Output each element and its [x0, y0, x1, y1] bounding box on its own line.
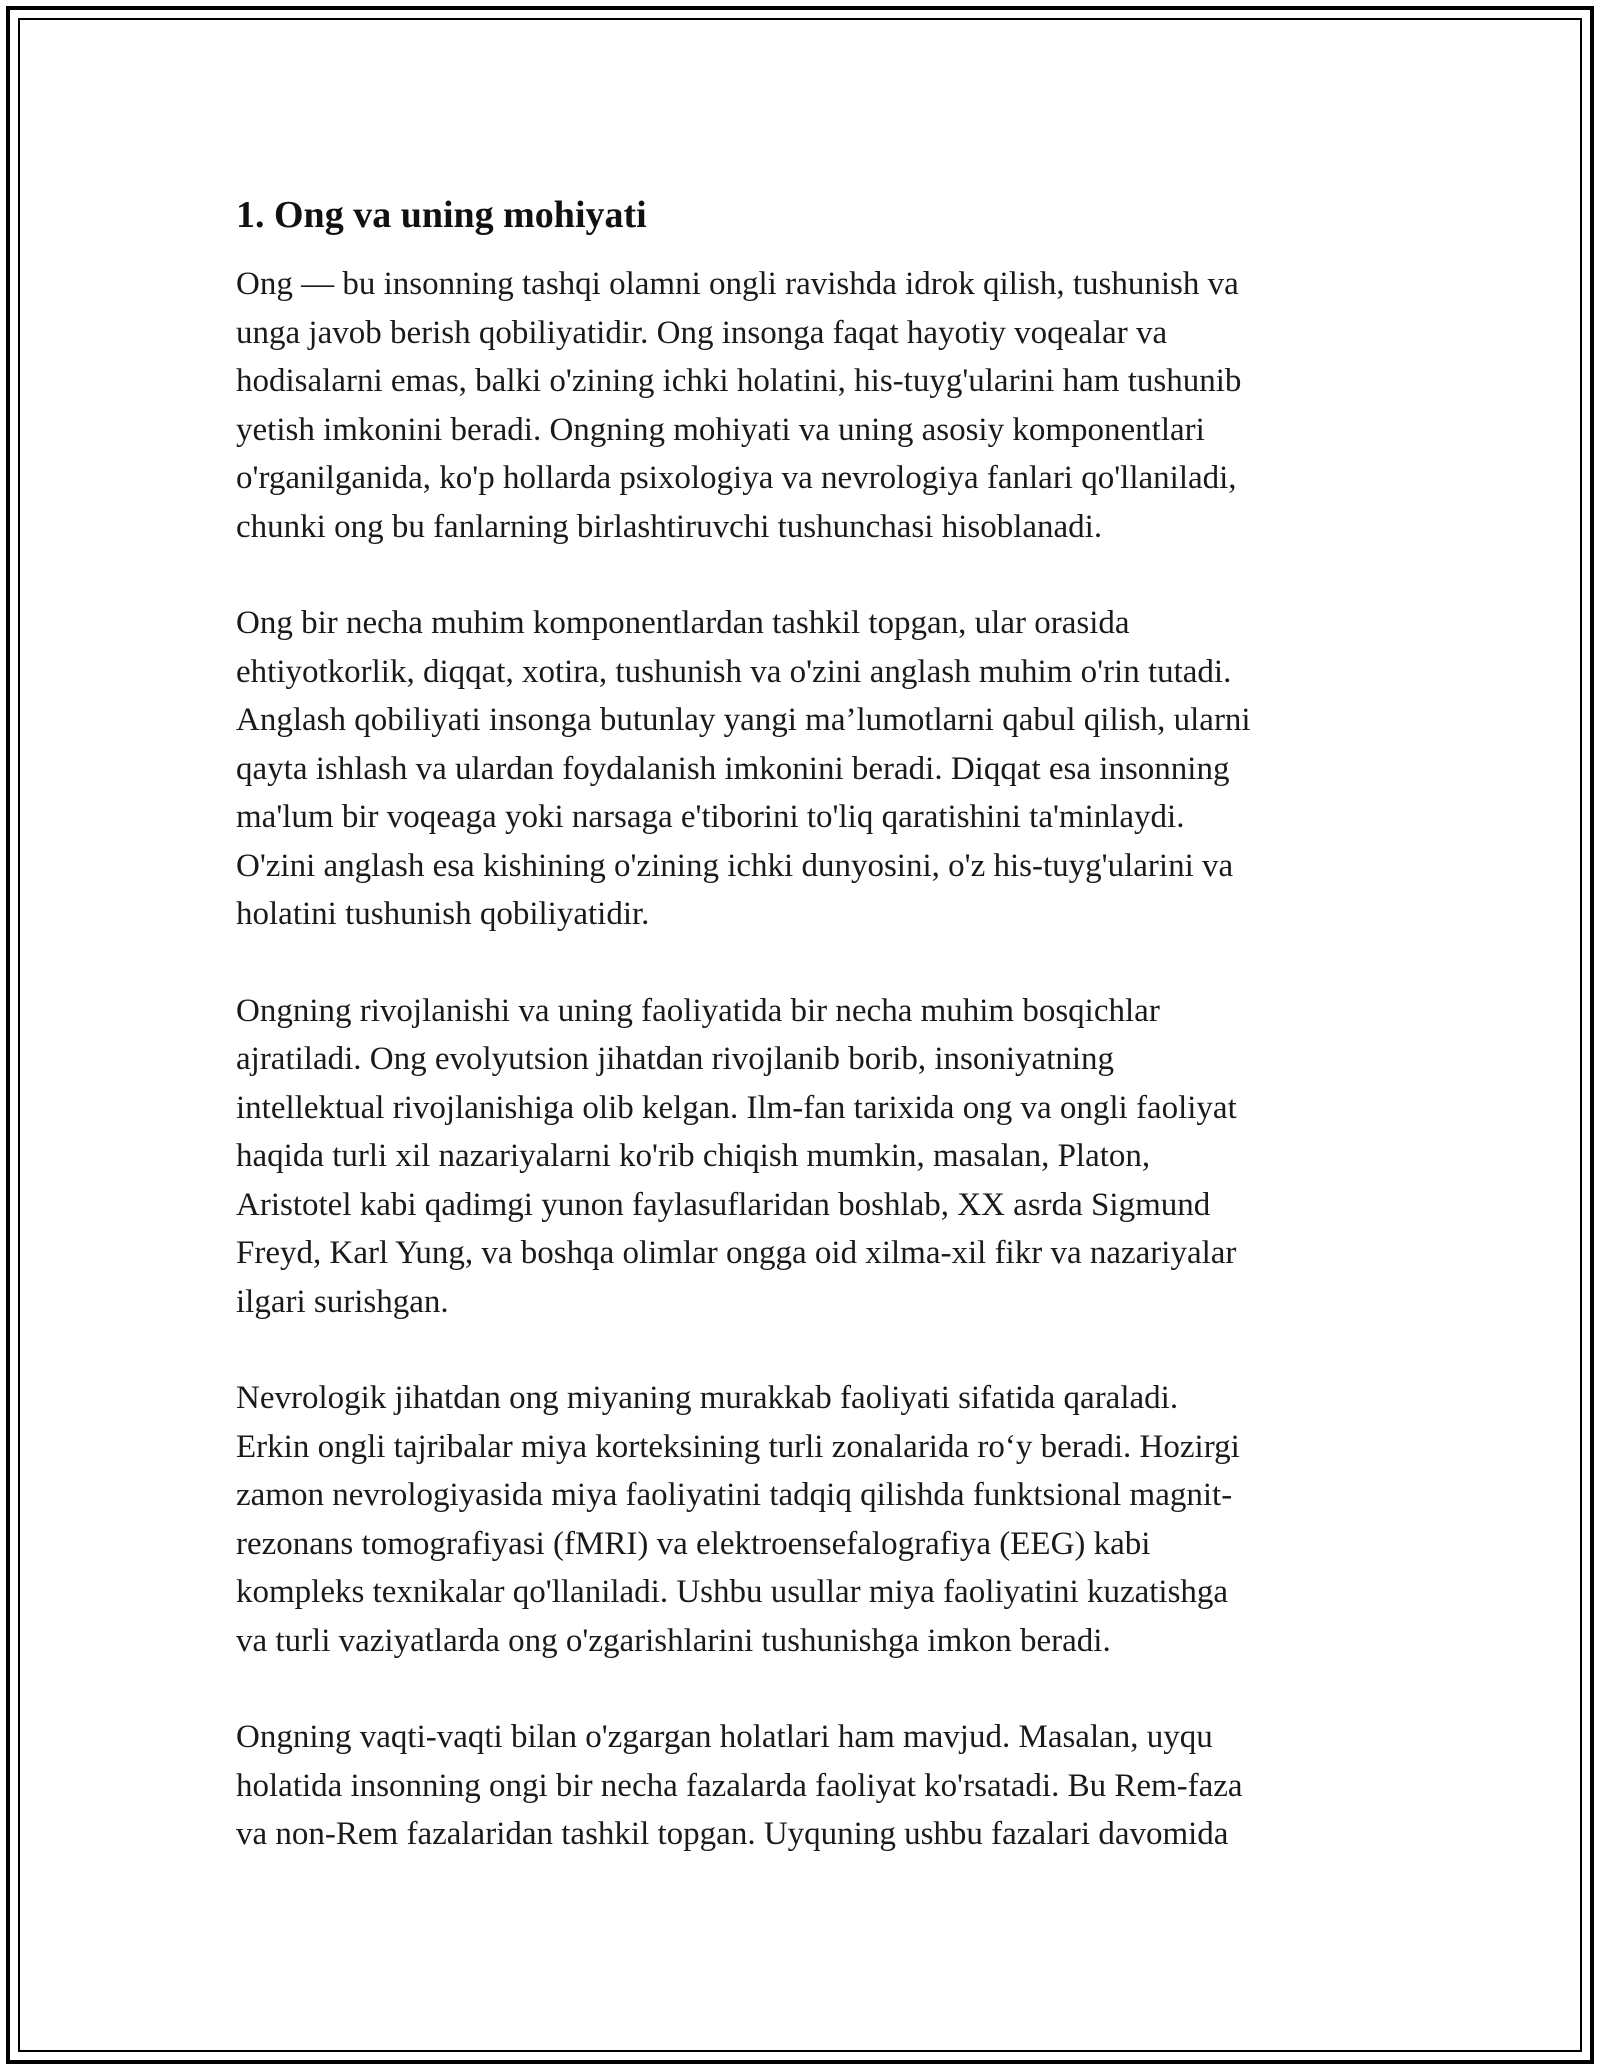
paragraph-4: Nevrologik jihatdan ong miyaning murakkab faoliyati sifatida qaraladi. Erkin ongli tajribalar miya korteksining turli zonalarida ro‘y beradi. Hozirgi zamon nevrologiyasida miya faoliyatini tadqiq qilishda funktsional magnit- rezonans tomografiyasi (fMRI) va elektroensefalografiya (EEG) kabi kompleks texnikalar qo'llaniladi. Ushbu usullar miya faoliyatini kuzatishga va turli vaziyatlarda ong o'zgarishlarini tushunishga imkon beradi.: [236, 1380, 1240, 1659]
document-body: [236, 190, 1366, 1907]
paragraph-2: Ong bir necha muhim komponentlardan tashkil topgan, ular orasida ehtiyotkorlik, diqqat, xotira, tushunish va o'zini anglash muhim o'rin tutadi. Anglash qobiliyati insonga butunlay yangi ma’lumotlarni qabul qilish, ularni qayta ishlash va ulardan foydalanish imkonini beradi. Diqqat esa insonning ma'lum bir voqeaga yoki narsaga e'tiborini to'liq qaratishini ta'minlaydi. O'zini anglash esa kishining o'zining ichki dunyosini, o'z his-tuyg'ularini va holatini tushunish qobiliyatidir.: [236, 605, 1251, 932]
paragraph-3: Ongning rivojlanishi va uning faoliyatida bir necha muhim bosqichlar ajratiladi. Ong evolyutsion jihatdan rivojlanib borib, insoniyatning intellektual rivojlanishiga olib kelgan. Ilm-fan tarixida ong va ongli faoliyat haqida turli xil nazariyalarni ko'rib chiqish mumkin, masalan, Platon, Aristotel kabi qadimgi yunon faylasuflaridan boshlab, XX asrda Sigmund Freyd, Karl Yung, va boshqa olimlar ongga oid xilma-xil fikr va nazariyalar ilgari surishgan.: [236, 992, 1237, 1320]
paragraph-5: Ongning vaqti-vaqti bilan o'zgargan holatlari ham mavjud. Masalan, uyqu holatida insonning ongi bir necha fazalarda faoliyat ko'rsatadi. Bu Rem-faza va non-Rem fazalaridan tashkil topgan. Uyquning ushbu fazalari davomida: [236, 1719, 1243, 1852]
section-heading: 1. Ong va uning mohiyati: [236, 194, 647, 236]
paragraph-1: Ong — bu insonning tashqi olamni ongli ravishda idrok qilish, tushunish va unga javob berish qobiliyatidir. Ong insonga faqat hayotiy voqealar va hodisalarni emas, balki o'zining ichki holatini, his-tuyg'ularini ham tushunib yetish imkonini beradi. Ongning mohiyati va uning asosiy komponentlari o'rganilganida, ko'p hollarda psixologiya va nevrologiya fanlari qo'llaniladi, chunki ong bu fanlarning birlashtiruvchi tushunchasi hisoblanadi.: [236, 266, 1242, 545]
